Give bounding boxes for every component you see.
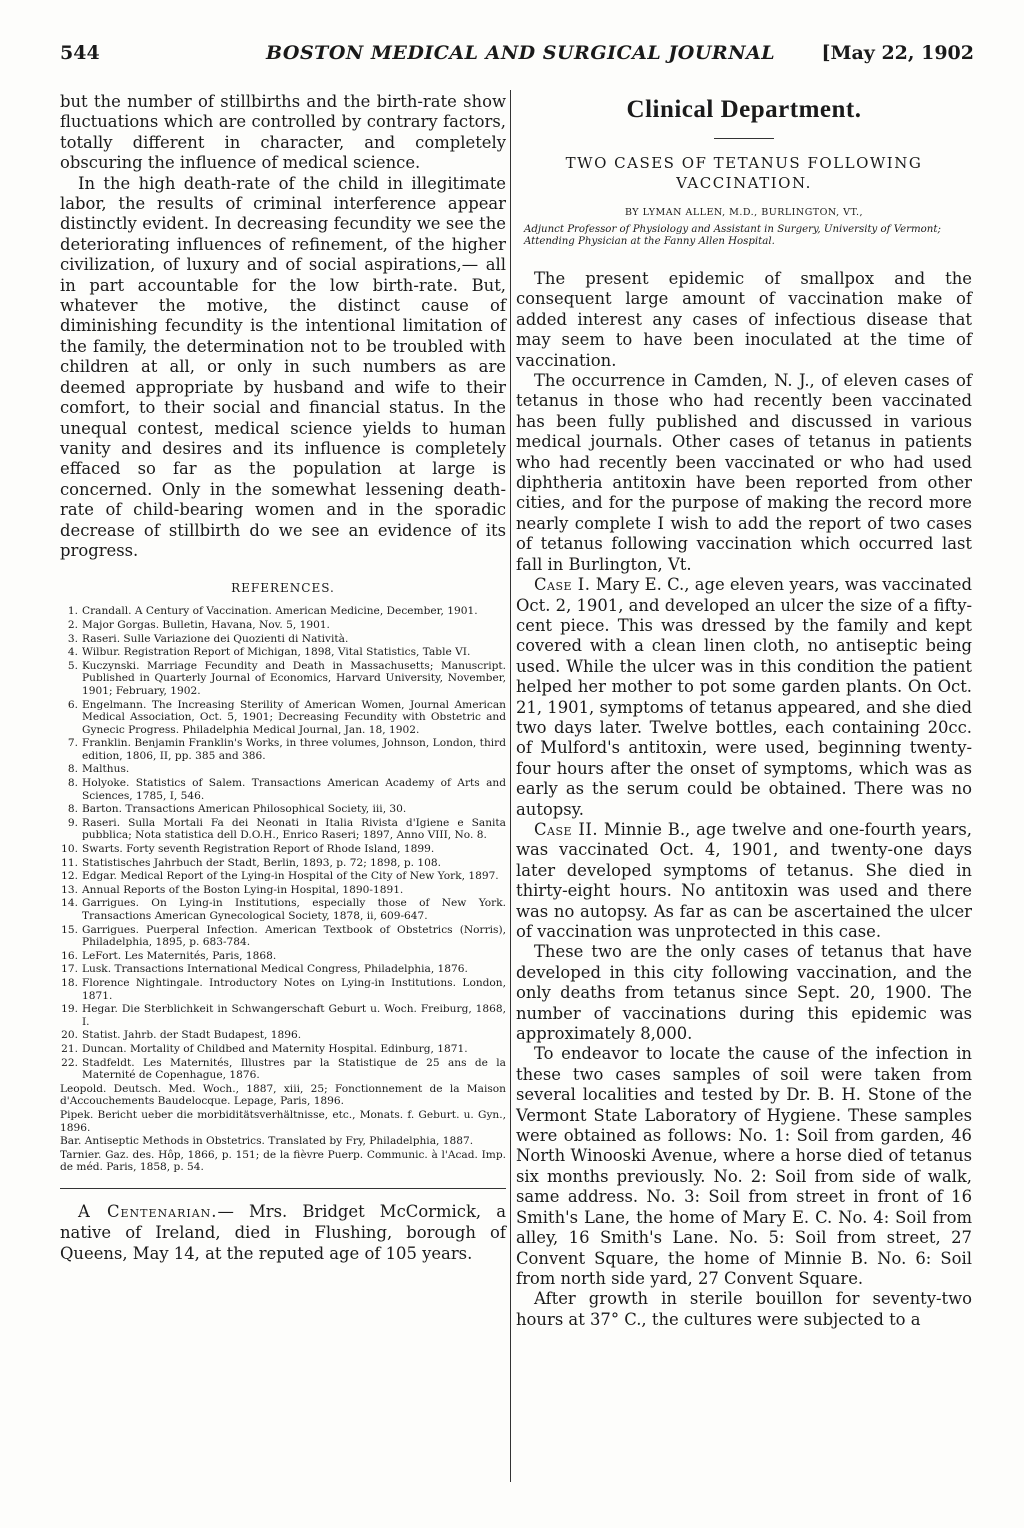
reference-text: LeFort. Les Maternités, Paris, 1868. xyxy=(82,949,277,962)
reference-number: 2. xyxy=(67,618,78,631)
reference-number: 21. xyxy=(61,1042,78,1055)
reference-text: Holyoke. Statistics of Salem. Transactions American Academy of Arts and Sciences, 1785, I, 546. xyxy=(82,777,506,802)
department-title: Clinical Department. xyxy=(626,96,862,123)
reference-text: Leopold. Deutsch. Med. Woch., 1887, xiii, 25; Fonctionnement de la Maison d'Accouchements Baudelocque. Lepage, Paris, 1896. xyxy=(60,1082,506,1108)
reference-item xyxy=(60,884,506,897)
reference-item xyxy=(60,633,506,646)
reference-number: 10. xyxy=(61,843,78,856)
reference-text: Franklin. Benjamin Franklin's Works, in three volumes, Johnson, London, third edition, 1806, II, pp. 385 and 386. xyxy=(82,737,506,762)
reference-number: 13. xyxy=(61,883,78,896)
centenarian-text: — Mrs. Bridget McCormick, a native of Ireland, died in Flushing, borough of Queens, May 14, at the reputed age of 105 years. xyxy=(60,1201,506,1263)
case-2 xyxy=(516,820,972,942)
references-list xyxy=(60,605,506,1174)
reference-item xyxy=(60,843,506,856)
reference-text: Hegar. Die Sterblichkeit in Schwangerschaft Geburt u. Woch. Freiburg, 1868, I. xyxy=(82,1003,506,1028)
case-1-heading: Case I. xyxy=(534,575,591,595)
reference-number: 4. xyxy=(67,646,78,659)
left-paragraph-1: but the number of stillbirths and the birth-rate show fluctuations which are controlled by contrary factors, totally different in character, and completely obscuring the influence of medical science. xyxy=(60,92,506,173)
reference-number: 7. xyxy=(67,737,78,750)
right-paragraph-3: These two are the only cases of tetanus that have developed in this city following vaccination, and the only deaths from tetanus since Sept. 20, 1900. The number of vaccinations during this epidemic was approximately 8,000. xyxy=(516,942,972,1044)
reference-item xyxy=(60,737,506,762)
reference-item xyxy=(60,763,506,776)
case-2-text: Minnie B., age twelve and one-fourth years, was vaccinated Oct. 4, 1901, and twenty-one days later developed symptoms of tetanus. She died in thirty-eight hours. No antitoxin was used and there was no autopsy. As far as can be ascertained the ulcer of vaccination was unprotected in this case. xyxy=(516,819,973,941)
reference-text: Annual Reports of the Boston Lying-in Hospital, 1890-1891. xyxy=(82,883,404,896)
reference-text: Stadfeldt. Les Maternités, Illustres par la Statistique de 25 ans de la Maternité de Copenhague, 1876. xyxy=(82,1056,506,1082)
reference-text: Tarnier. Gaz. des. Hôp, 1866, p. 151; de la fièvre Puerp. Communic. à l'Acad. Imp. de méd. Paris, 1858, p. 54. xyxy=(60,1148,506,1174)
case-1 xyxy=(516,575,972,820)
reference-text: Crandall. A Century of Vaccination. American Medicine, December, 1901. xyxy=(82,605,478,618)
reference-text: Raseri. Sulle Variazione dei Quozienti di Natività. xyxy=(82,632,349,645)
reference-number: 17. xyxy=(61,963,78,976)
reference-item xyxy=(60,817,506,842)
reference-item xyxy=(60,897,506,922)
reference-item xyxy=(60,660,506,698)
section-divider xyxy=(60,1188,506,1189)
author-byline: BY LYMAN ALLEN, M.D., BURLINGTON, VT., xyxy=(624,207,864,218)
reference-item xyxy=(60,605,506,618)
reference-item xyxy=(60,1149,506,1174)
reference-text: Wilbur. Registration Report of Michigan, 1898, Vital Statistics, Table VI. xyxy=(82,646,471,659)
right-paragraph-5: After growth in sterile bouillon for seventy-two hours at 37° C., the cultures were subjected to a xyxy=(516,1289,972,1329)
issue-date: [May 22, 1902 xyxy=(821,42,974,64)
reference-item xyxy=(60,1109,506,1134)
reference-item xyxy=(60,1057,506,1082)
reference-item xyxy=(60,870,506,883)
reference-number: 5. xyxy=(67,659,78,672)
reference-number: 18. xyxy=(61,976,78,989)
reference-item xyxy=(60,1029,506,1042)
reference-text: Statistisches Jahrbuch der Stadt, Berlin, 1893, p. 72; 1898, p. 108. xyxy=(82,856,441,869)
reference-text: Duncan. Mortality of Childbed and Maternity Hospital. Edinburg, 1871. xyxy=(82,1042,468,1055)
reference-number: 14. xyxy=(61,897,78,910)
reference-number: 8. xyxy=(67,803,78,816)
right-paragraph-1: The present epidemic of smallpox and the consequent large amount of vaccination make of added interest any cases of infectious disease that may seem to have been inoculated at the time of vaccination. xyxy=(516,269,972,370)
reference-text: Garrigues. On Lying-in Institutions, especially those of New York. Transactions American Gynecological Society, 1878, ii, 609-647. xyxy=(82,897,506,922)
right-paragraph-2: The occurrence in Camden, N. J., of eleven cases of tetanus in those who had recently been vaccinated has been fully published and discussed in various medical journals. Other cases of tetanus in patients who had recently been vaccinated or who had used diphtheria antitoxin have been reported from other cities, and for the purpose of making the record more nearly complete I wish to add the report of two cases of tetanus following vaccination which occurred last fall in Burlington, Vt. xyxy=(516,371,972,574)
right-paragraph-4: To endeavor to locate the cause of the infection in these two cases samples of soil were taken from several localities and tested by Dr. B. H. Stone of the Vermont State Laboratory of Hygiene. These samples were obtained as follows: No. 1: Soil from garden, 46 North Winooski Avenue, where a horse died of tetanus six months previously. No. 2: Soil from side of walk, same address. No. 3: Soil from street in front of 16 Smith's Lane, the home of Mary E. C. No. 4: Soil from alley, 16 Smith's Lane. No. 5: Soil from street, 27 Convent Square, the home of Minnie B. No. 6: Soil from north side yard, 27 Convent Square. xyxy=(516,1044,972,1288)
reference-number: 11. xyxy=(61,856,78,869)
reference-item xyxy=(60,1135,506,1148)
page-header xyxy=(60,42,974,76)
reference-text: Florence Nightingale. Introductory Notes on Lying-in Institutions. London, 1871. xyxy=(82,976,506,1002)
reference-text: Bar. Antiseptic Methods in Obstetrics. Translated by Fry, Philadelphia, 1887. xyxy=(60,1135,474,1148)
reference-text: Edgar. Medical Report of the Lying-in Hospital of the City of New York, 1897. xyxy=(82,870,499,883)
reference-text: Pipek. Bericht ueber die morbiditätsverhältnisse, etc., Monats. f. Geburt. u. Gyn., 1896. xyxy=(60,1108,506,1134)
reference-item xyxy=(60,977,506,1002)
reference-number: 12. xyxy=(61,870,78,883)
case-1-text: Mary E. C., age eleven years, was vaccinated Oct. 2, 1901, and developed an ulcer the size of a fifty-cent piece. This was dressed by the family and kept covered with a clean linen cloth, no antiseptic being used. While the ulcer was in this condition the patient helped her mother to pot some garden plants. On Oct. 21, 1901, symptoms of tetanus appeared, and she died two days later. Twelve bottles, each containing 20cc. of Mulford's antitoxin, were used, beginning twenty-four hours after the onset of symptoms, which was as early as the serum could be obtained. There was no autopsy. xyxy=(516,575,972,819)
reference-number: 19. xyxy=(61,1003,78,1016)
reference-text: Swarts. Forty seventh Registration Report of Rhode Island, 1899. xyxy=(82,843,435,856)
reference-item xyxy=(60,803,506,816)
reference-number: 9. xyxy=(67,816,78,829)
reference-item xyxy=(60,619,506,632)
centenarian-note xyxy=(60,1201,506,1264)
references-heading: REFERENCES. xyxy=(231,581,335,596)
centenarian-heading: A Centenarian. xyxy=(78,1201,218,1221)
reference-item xyxy=(60,963,506,976)
reference-number: 15. xyxy=(61,923,78,936)
reference-number: 8. xyxy=(67,763,78,776)
reference-text: Garrigues. Puerperal Infection. American Textbook of Obstetrics (Norris), Philadelphia, 1895, p. 683-784. xyxy=(82,923,506,949)
reference-item xyxy=(60,950,506,963)
case-2-heading: Case II. xyxy=(534,819,599,839)
reference-text: Lusk. Transactions International Medical Congress, Philadelphia, 1876. xyxy=(82,963,468,976)
article-title: TWO CASES OF TETANUS FOLLOWING VACCINATION. xyxy=(565,154,923,192)
title-rule xyxy=(714,138,774,139)
reference-number: 1. xyxy=(67,605,78,618)
reference-number: 22. xyxy=(61,1056,78,1069)
reference-item xyxy=(60,924,506,949)
reference-item xyxy=(60,699,506,737)
reference-item xyxy=(60,646,506,659)
reference-number: 20. xyxy=(61,1029,78,1042)
page-number: 544 xyxy=(60,42,100,64)
reference-text: Kuczynski. Marriage Fecundity and Death in Massachusetts; Manuscript. Published in Quarterly Journal of Economics, Harvard University, November, 1901; February, 1902. xyxy=(82,659,506,697)
author-affiliation: Adjunct Professor of Physiology and Assistant in Surgery, University of Vermont; Attending Physician at the Fanny Allen Hospital. xyxy=(524,224,941,247)
reference-item xyxy=(60,777,506,802)
reference-item xyxy=(60,1083,506,1108)
reference-number: 6. xyxy=(67,698,78,711)
reference-number: 3. xyxy=(67,632,78,645)
reference-text: Engelmann. The Increasing Sterility of American Women, Journal American Medical Association, Oct. 5, 1901; Decreasing Fecundity with Obstetric and Gynecic Progress. Philadelphia Medical Journal, Jan. 18, 1902. xyxy=(82,698,506,736)
reference-text: Statist. Jahrb. der Stadt Budapest, 1896. xyxy=(82,1029,302,1042)
reference-item xyxy=(60,857,506,870)
left-column xyxy=(60,92,506,1264)
left-paragraph-2: In the high death-rate of the child in illegitimate labor, the results of criminal interference appear distinctly evident. In decreasing fecundity we see the deteriorating influences of refinement, of the higher civilization, of luxury and of social aspirations,— all in part accountable for the low birth-rate. But, whatever the motive, the distinct cause of diminishing fecundity is the intentional limitation of the family, the determination not to be troubled with children at all, or only in such numbers as are deemed appropriate by husband and wife to their comfort, to their social and financial status. In the unequal contest, medical science yields to human vanity and desires and its influence is completely effaced so far as the population at large is concerned. Only in the somewhat lessening death-rate of child-bearing women and in the sporadic decrease of stillbirth do we see an evidence of its progress. xyxy=(60,173,506,560)
reference-text: Raseri. Sulla Mortali Fa dei Neonati in Italia Rivista d'Igiene e Sanita pubblica; Nota statistica dell D.O.H., Enrico Raseri; 1897, Anno VIII, No. 8. xyxy=(82,816,506,842)
reference-text: Barton. Transactions American Philosophical Society, iii, 30. xyxy=(82,803,407,816)
reference-text: Major Gorgas. Bulletin, Havana, Nov. 5, 1901. xyxy=(82,618,330,631)
reference-item xyxy=(60,1003,506,1028)
reference-number: 8. xyxy=(67,777,78,790)
reference-number: 16. xyxy=(61,949,78,962)
column-divider xyxy=(510,90,511,1482)
reference-item xyxy=(60,1043,506,1056)
reference-text: Malthus. xyxy=(82,763,130,776)
right-column xyxy=(516,92,972,1330)
journal-title: BOSTON MEDICAL AND SURGICAL JOURNAL xyxy=(266,42,776,64)
